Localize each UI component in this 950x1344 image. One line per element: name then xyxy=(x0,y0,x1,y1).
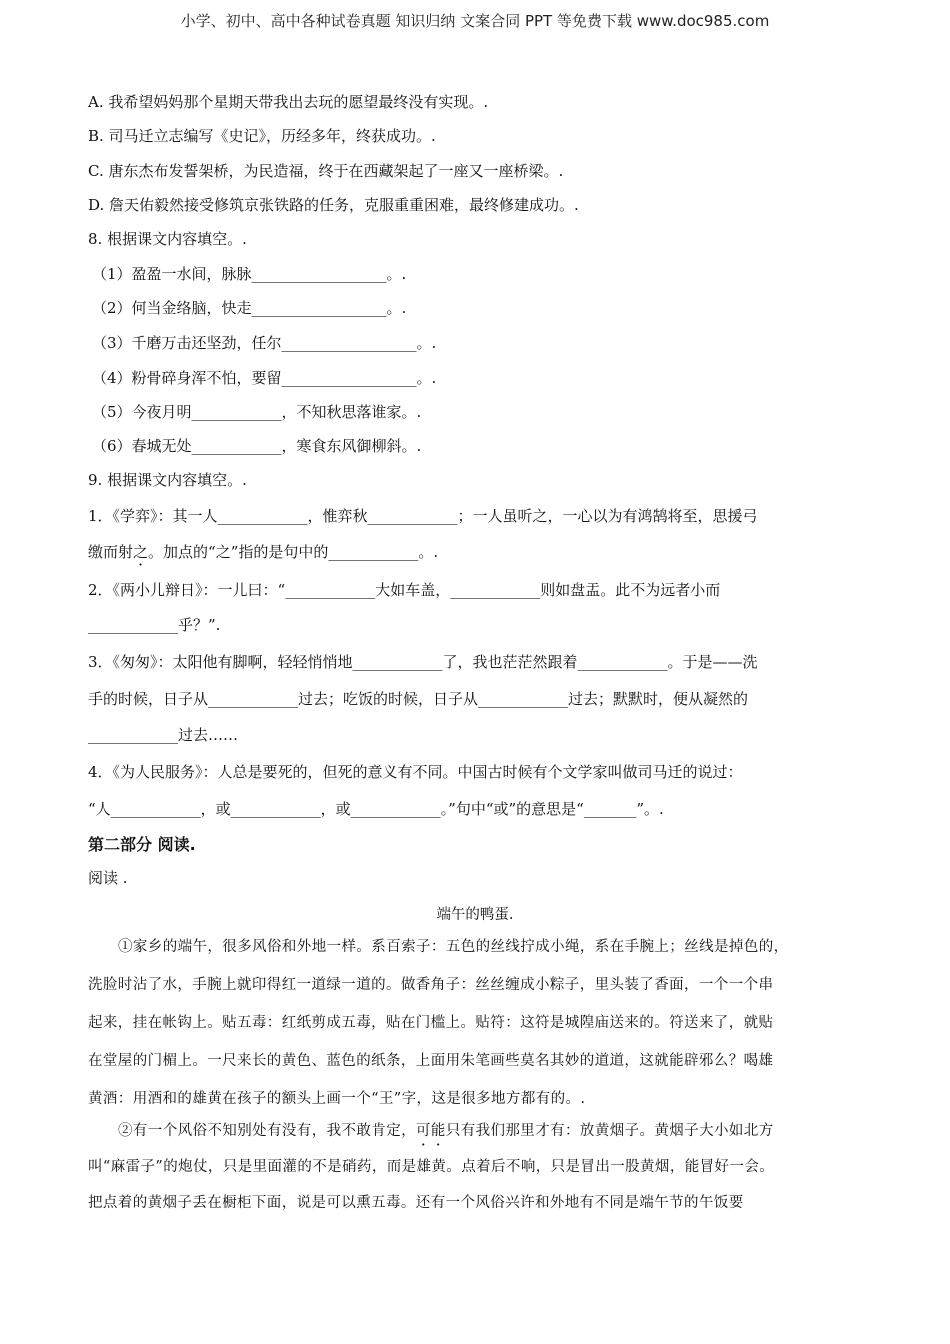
q9-line-3c: ____________过去…… xyxy=(88,726,239,744)
para-2-line-1: ②有一个风俗不知别处有没有，我不敢肯定，可能只有我们那里才有：放黄烟子。黄烟子大小如北方 xyxy=(118,1123,774,1139)
q8-item-2: （2）何当金络脑，快走__________________。. xyxy=(92,299,407,317)
q8-item-4: （4）粉骨碎身浑不怕，要留__________________。. xyxy=(92,369,437,387)
para-2-line-3: 把点着的黄烟子丢在橱柜下面，说是可以熏五毒。还有一个风俗兴许和外地有不同是端午节的午饭要 xyxy=(88,1195,744,1211)
option-d: D. 詹天佑毅然接受修筑京张铁路的任务，克服重重困难，最终修建成功。. xyxy=(88,196,579,214)
reading-label: 阅读 . xyxy=(88,869,128,887)
question-8-title: 8. 根据课文内容填空。. xyxy=(88,230,247,248)
q9-line-3b: 手的时候，日子从____________过去；吃饭的时候，日子从____________过去；默默时，便从凝然的 xyxy=(88,690,749,708)
emphasis-dot-char: 可 xyxy=(416,1123,431,1139)
q9-line-1a: 1．《学弈》：其一人____________，惟弈秋____________；一人虽听之，一心以为有鸿鹄将至，思援弓 xyxy=(88,507,758,525)
emphasis-dot-char: 能 xyxy=(430,1123,446,1139)
para-1-line-3: 起来，挂在帐钩上。贴五毒：红纸剪成五毒，贴在门槛上。贴符：这符是城隍庙送来的。符送来了，就贴 xyxy=(88,1015,774,1031)
para-2-line-2: 叫“麻雷子”的炮仗，只是里面灌的不是硝药，而是雄黄。点着后不响，只是冒出一股黄烟，能冒好一会。 xyxy=(88,1159,775,1175)
q8-item-3: （3）千磨万击还坚劲，任尔__________________。. xyxy=(92,334,437,352)
emphasis-dot-char: 之 xyxy=(133,543,149,561)
para-1-line-5: 黄酒：用酒和的雄黄在孩子的额头上画一个“王”字，这是很多地方都有的。. xyxy=(88,1091,586,1107)
q9-line-4a: 4．《为人民服务》：人总是要死的，但死的意义有不同。中国古时候有个文学家叫做司马迁的说过： xyxy=(88,763,743,781)
q9-line-1b: 缴而射之。加点的“之”指的是句中的____________。. xyxy=(88,543,439,561)
para-1-line-4: 在堂屋的门楣上。一尺来长的黄色、蓝色的纸条，上面用朱笔画些莫名其妙的道道，这就能辟邪么？喝雄 xyxy=(88,1053,774,1069)
q9-line-2b: ____________乎？”. xyxy=(88,616,221,634)
question-9-title: 9. 根据课文内容填空。. xyxy=(88,471,247,489)
q8-item-6: （6）春城无处____________，寒食东风御柳斜。. xyxy=(92,437,422,455)
para-1-line-2: 洗脸时沾了水，手腕上就印得红一道绿一道的。做香角子：丝丝缠成小粽子，里头装了香面，一个一个串 xyxy=(88,977,774,993)
section-heading: 第二部分 阅读. xyxy=(88,835,196,854)
page-header: 小学、初中、高中各种试卷真题 知识归纳 文案合同 PPT 等免费下载 www.doc985.com xyxy=(180,12,770,30)
para-1-line-1: ①家乡的端午，很多风俗和外地一样。系百索子：五色的丝线拧成小绳，系在手腕上；丝线是掉色的， xyxy=(118,939,789,955)
q9-line-2a: 2．《两小儿辩日》：一儿曰：“____________大如车盖，____________则如盘盂。此不为远者小而 xyxy=(88,581,721,599)
option-a: A. 我希望妈妈那个星期天带我出去玩的愿望最终没有实现。. xyxy=(88,93,489,111)
q8-item-5: （5）今夜月明____________，不知秋思落谁家。. xyxy=(92,403,422,421)
q8-item-1: （1）盈盈一水间，脉脉__________________。. xyxy=(92,265,407,283)
q9-line-4b: “人____________，或____________，或____________。”句中“或”的意思是“_______”。. xyxy=(88,800,664,818)
option-b: B. 司马迁立志编写《史记》，历经多年，终获成功。. xyxy=(88,127,436,145)
article-title: 端午的鸭蛋. xyxy=(436,907,514,923)
q9-line-3a: 3．《匆匆》：太阳他有脚啊，轻轻悄悄地____________了，我也茫茫然跟着____________。于是——洗 xyxy=(88,653,758,671)
option-c: C. 唐东杰布发誓架桥，为民造福，终于在西藏架起了一座又一座桥梁。. xyxy=(88,162,564,180)
